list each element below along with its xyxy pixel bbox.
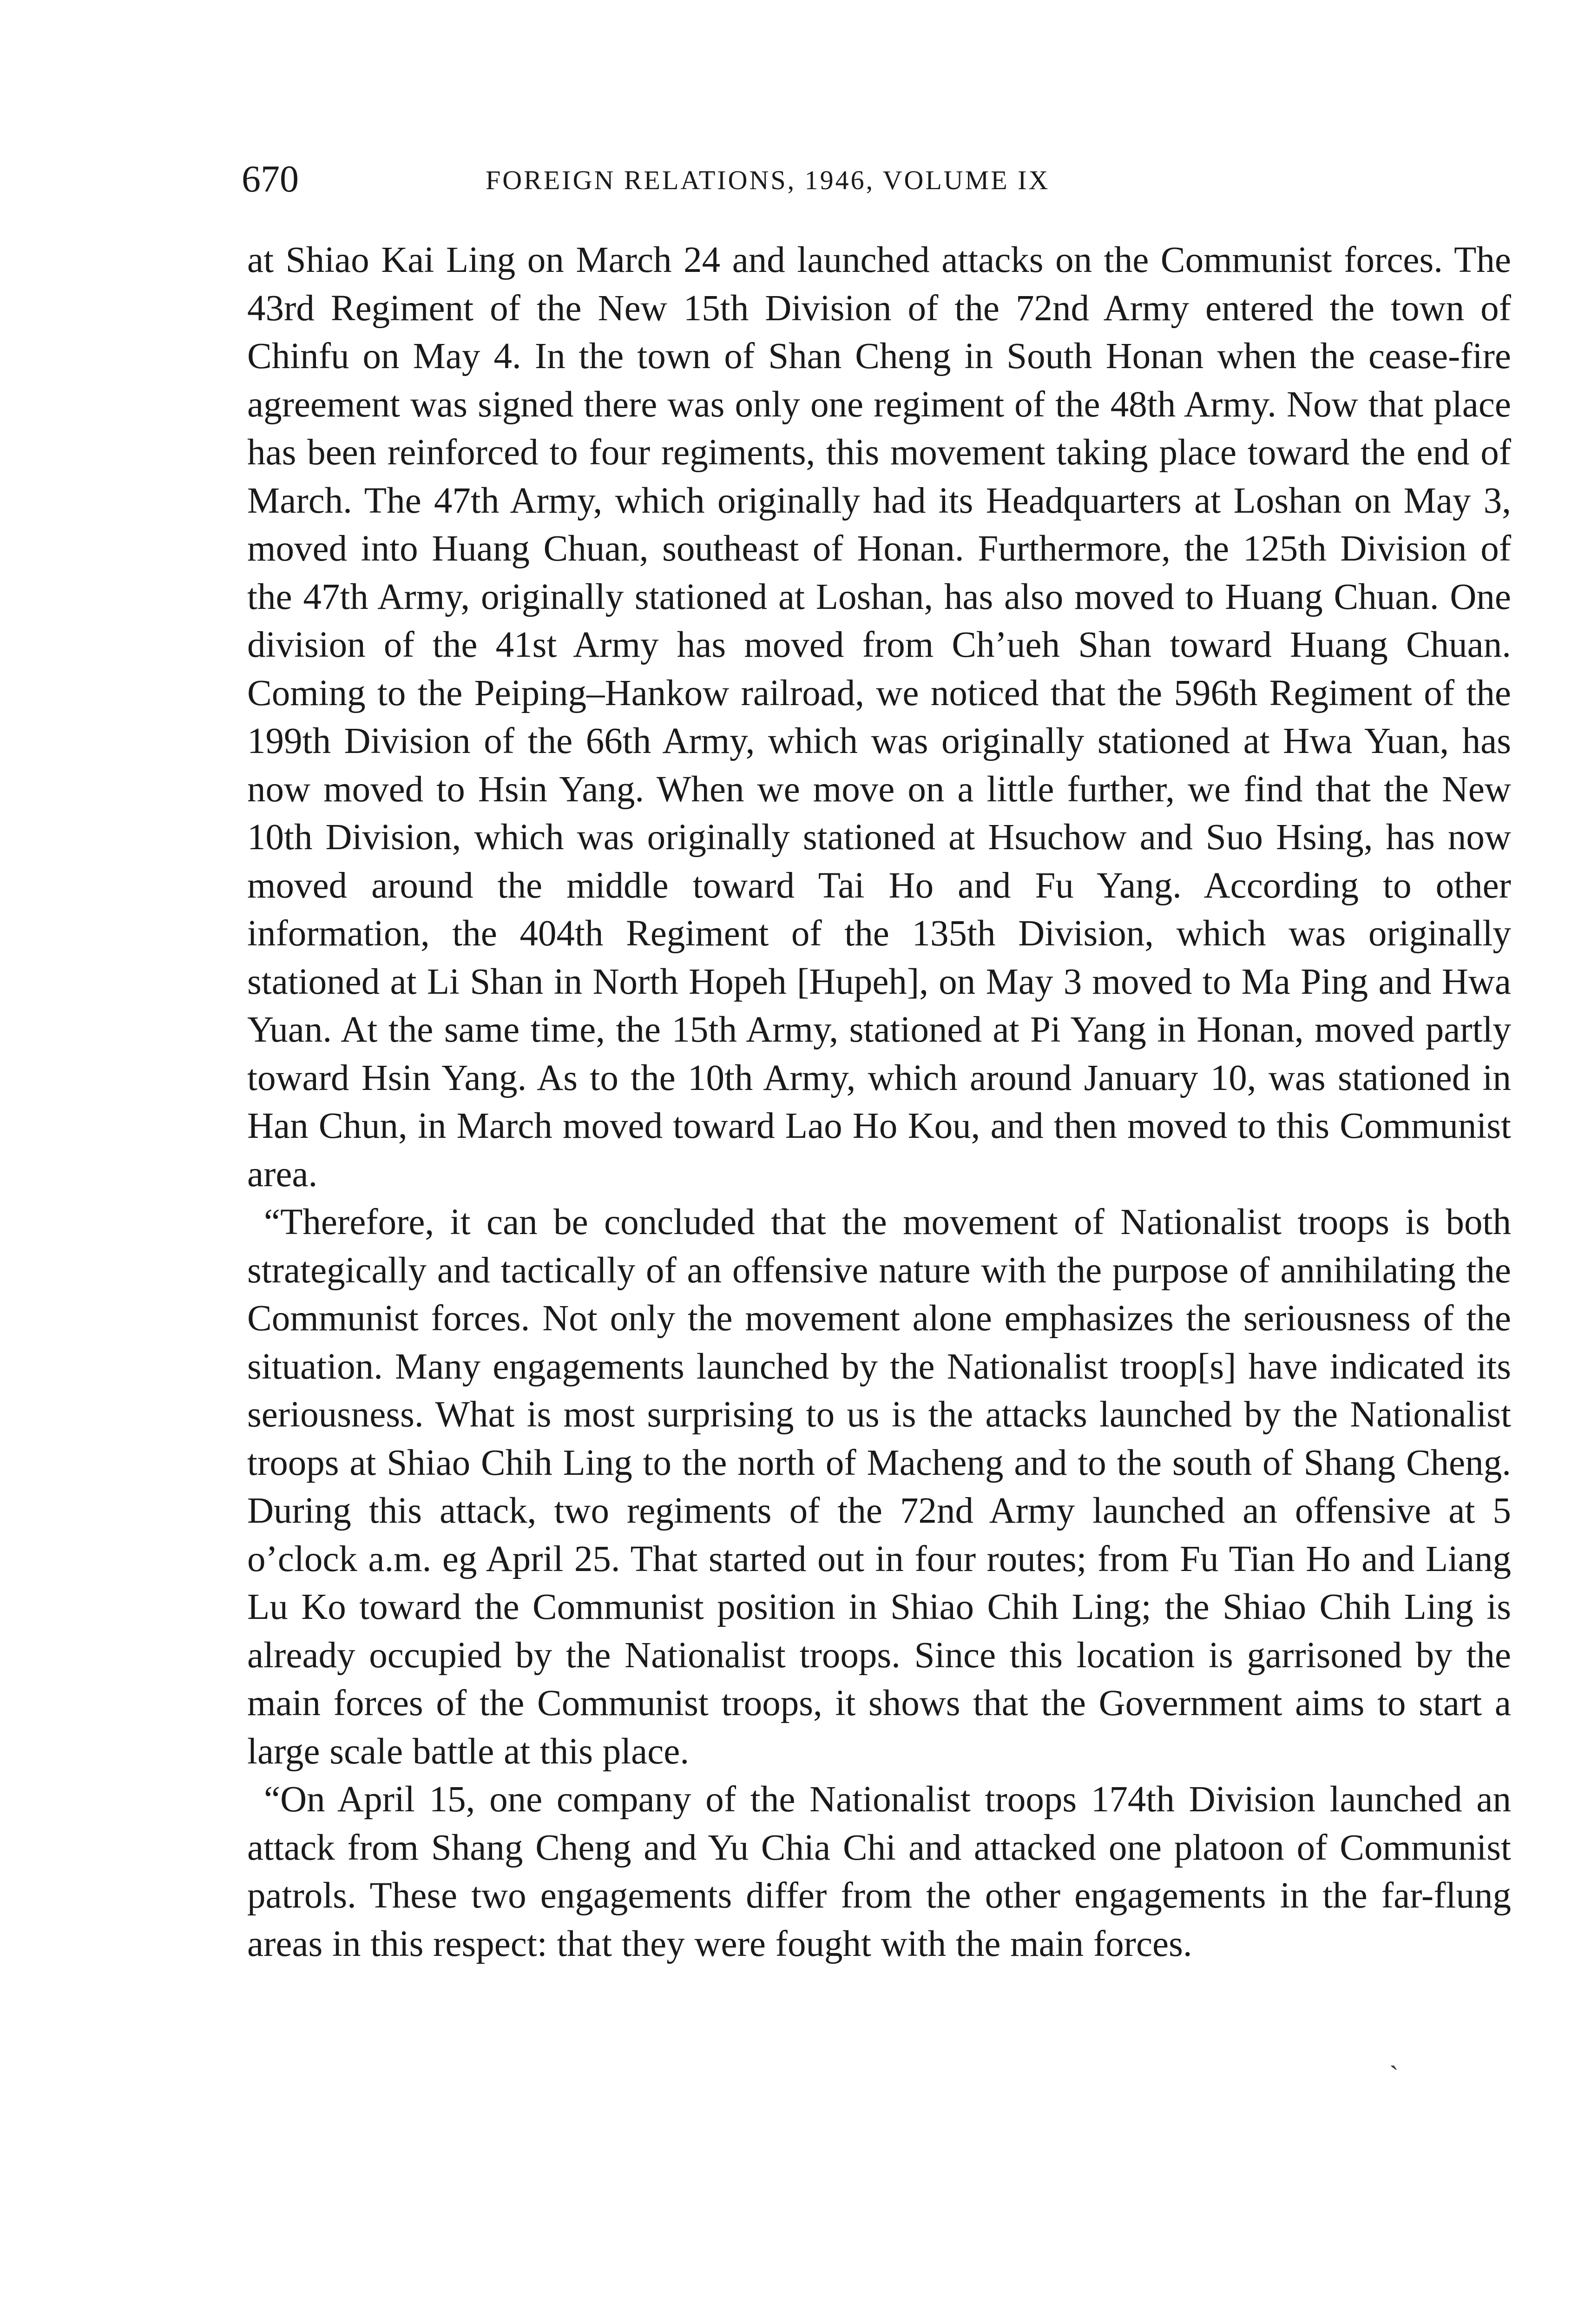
body-text — [247, 236, 1511, 1968]
paragraph-april-15: “On April 15, one company of the Nationalist troops 174th Division launched an attack from Shang Cheng and Yu Chia Chi and attacked one platoon of Communist patrols. These two engagements differ from the other engagements in the far-flung areas in this respect: that they were fought with the main forces. — [247, 1779, 1511, 1964]
page-number: 670 — [242, 158, 299, 200]
paragraph-continued: at Shiao Kai Ling on March 24 and launched attacks on the Communist forces. The 43rd Regiment of the New 15th Division of the 72nd Army entered the town of Chinfu on May 4. In the town of Shan Cheng in South Honan when the cease-fire agreement was signed there was only one regiment of the 48th Army. Now that place has been reinforced to four regiments, this movement taking place toward the end of March. The 47th Army, which originally had its Headquarters at Loshan on May 3, moved into Huang Chuan, southeast of Honan. Furthermore, the 125th Division of the 47th Army, originally stationed at Loshan, has also moved to Huang Chuan. One division of the 41st Army has moved from Ch’ueh Shan toward Huang Chuan. Coming to the Peiping–Hankow railroad, we noticed that the 596th Regiment of the 199th Division of the 66th Army, which was originally stationed at Hwa Yuan, has now moved to Hsin Yang. When we move on a little further, we find that the New 10th Division, which was originally stationed at Hsuchow and Suo Hsing, has now moved around the middle toward Tai Ho and Fu Yang. According to other information, the 404th Regiment of the 135th Division, which was originally stationed at Li Shan in North Hopeh [Hupeh], on May 3 moved to Ma Ping and Hwa Yuan. At the same time, the 15th Army, stationed at Pi Yang in Honan, moved partly toward Hsin Yang. As to the 10th Army, which around January 10, was stationed in Han Chun, in March moved toward Lao Ho Kou, and then moved to this Communist area. — [247, 240, 1511, 1195]
running-title: FOREIGN RELATIONS, 1946, VOLUME IX — [486, 165, 1050, 195]
paragraph-therefore: “Therefore, it can be concluded that the movement of Nationalist troops is both strategically and tactically of an offensive nature with the purpose of annihilating the Communist forces. Not only the movement alone emphasizes the seriousness of the situation. Many engagements launched by the Nationalist troop[s] have indicated its seriousness. What is most surprising to us is the attacks launched by the Nationalist troops at Shiao Chih Ling to the north of Macheng and to the south of Shang Cheng. During this attack, two regiments of the 72nd Army launched an offensive at 5 o’clock a.m. eg April 25. That started out in four routes; from Fu Tian Ho and Liang Lu Ko toward the Communist position in Shiao Chih Ling; the Shiao Chih Ling is already occupied by the Nationalist troops. Since this location is garrisoned by the main forces of the Communist troops, it shows that the Government aims to start a large scale battle at this place. — [247, 1202, 1511, 1772]
page-header — [242, 153, 1264, 205]
stray-mark: ˎ — [1389, 2039, 1399, 2070]
